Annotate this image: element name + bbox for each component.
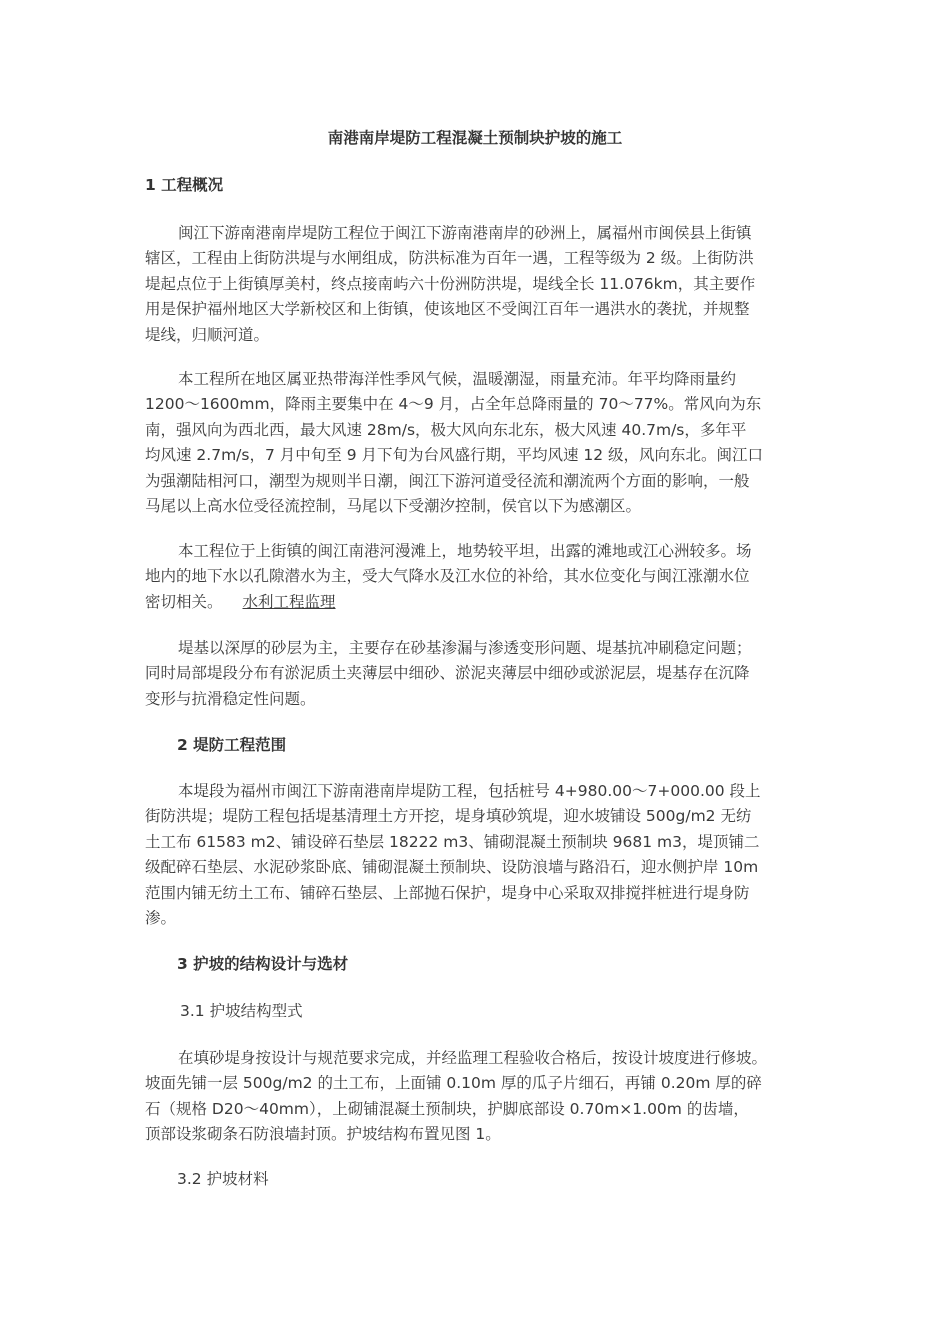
paragraph-climate (145, 367, 810, 519)
text-line (145, 590, 810, 615)
text-line: 顶部设浆砌条石防浪墙封顶。护坡结构布置见图 1。 (145, 1125, 501, 1144)
section-heading-3: 3 护坡的结构设计与选材 (177, 955, 349, 973)
document-title: 南港南岸堤防工程混凝土预制块护坡的施工 (327, 129, 623, 147)
text-line: 堤线，归顺河道。 (145, 325, 270, 344)
text-line: 变形与抗滑稳定性问题。 (145, 689, 316, 708)
text-line: 石（规格 D20～40mm），上砌铺混凝土预制块，护脚底部设 0.70m×1.00m 的齿墙， (145, 1099, 749, 1118)
text-line: 1200～1600mm，降雨主要集中在 4～9 月，占全年总降雨量的 70～77%。常风向为东 (145, 395, 762, 414)
paragraph-slope-structure (145, 1046, 810, 1148)
text-line: 级配碎石垫层、水泥砂浆卧底、铺砌混凝土预制块、设防浪墙与路沿石，迎水侧护岸 10m (145, 858, 759, 877)
text-line: 地内的地下水以孔隙潜水为主，受大气降水及江水位的补给，其水位变化与闽江涨潮水位 (145, 567, 750, 586)
text-line: 土工布 61583 m2、铺设碎石垫层 18222 m3、铺砌混凝土预制块 9681 m3，堤顶铺二 (145, 832, 760, 851)
text-line: 同时局部堤段分布有淤泥质土夹薄层中细砂、淤泥夹薄层中细砂或淤泥层，堤基存在沉降 (145, 664, 750, 683)
section-heading-1: 1 工程概况 (145, 176, 224, 194)
paragraph-embankment-scope (145, 779, 810, 931)
text-line: 用是保护福州地区大学新校区和上街镇，使该地区不受闽江百年一遇洪水的袭扰，并规整 (145, 300, 750, 319)
text-line: 马尾以上高水位受径流控制，马尾以下受潮汐控制，侯官以下为感潮区。 (145, 497, 642, 516)
text-line: 辖区，工程由上街防洪堤与水闸组成，防洪标准为百年一遇，工程等级为 2 级。上街防洪 (145, 249, 754, 268)
paragraph-project-overview (145, 221, 810, 348)
subsection-heading-3-1: 3.1 护坡结构型式 (180, 1002, 303, 1020)
subsection-heading-3-2: 3.2 护坡材料 (177, 1170, 269, 1188)
text-line: 本堤段为福州市闽江下游南港南岸堤防工程，包括桩号 4+980.00～7+000.00 段上 (178, 782, 761, 800)
water-engineering-supervision-link[interactable]: 水利工程监理 (242, 592, 336, 611)
text-line: 堤起点位于上街镇厚美村，终点接南屿六十份洲防洪堤，堤线全长 11.076km，其主要作 (145, 274, 756, 293)
text-line: 本工程位于上街镇的闽江南港河漫滩上，地势较平坦，出露的滩地或江心洲较多。场 (178, 542, 752, 560)
paragraph-foundation (145, 636, 810, 712)
text-line: 闽江下游南港南岸堤防工程位于闽江下游南港南岸的砂洲上，属福州市闽侯县上街镇 (178, 224, 752, 242)
text-line: 渗。 (145, 909, 177, 928)
paragraph-geology (145, 539, 810, 615)
text-line: 坡面先铺一层 500g/m2 的土工布，上面铺 0.10m 厚的瓜子片细石，再铺 0.20m 厚的碎 (145, 1074, 762, 1093)
text-line: 本工程所在地区属亚热带海洋性季风气候，温暖潮湿，雨量充沛。年平均降雨量约 (178, 370, 737, 388)
text-line: 南，强风向为西北西，最大风速 28m/s，极大风向东北东，极大风速 40.7m/s，多年平 (145, 420, 747, 439)
section-heading-2: 2 堤防工程范围 (177, 736, 287, 754)
text-line: 在填砂堤身按设计与规范要求完成，并经监理工程验收合格后，按设计坡度进行修坡。 (178, 1049, 768, 1067)
text-line: 堤基以深厚的砂层为主，主要存在砂基渗漏与渗透变形问题、堤基抗冲刷稳定问题； (178, 639, 752, 657)
text-line: 范围内铺无纺土工布、铺碎石垫层、上部抛石保护，堤身中心采取双排搅拌桩进行堤身防 (145, 883, 750, 902)
text-line: 为强潮陆相河口，潮型为规则半日潮，闽江下游河道受径流和潮流两个方面的影响，一般 (145, 471, 750, 490)
text-line: 均风速 2.7m/s，7 月中旬至 9 月下旬为台风盛行期，平均风速 12 级，风向东北。闽江口 (145, 446, 764, 465)
text-line: 街防洪堤；堤防工程包括堤基清理土方开挖，堤身填砂筑堤，迎水坡铺设 500g/m2 无纺 (145, 807, 752, 826)
text-fragment: 密切相关。 (145, 592, 223, 611)
